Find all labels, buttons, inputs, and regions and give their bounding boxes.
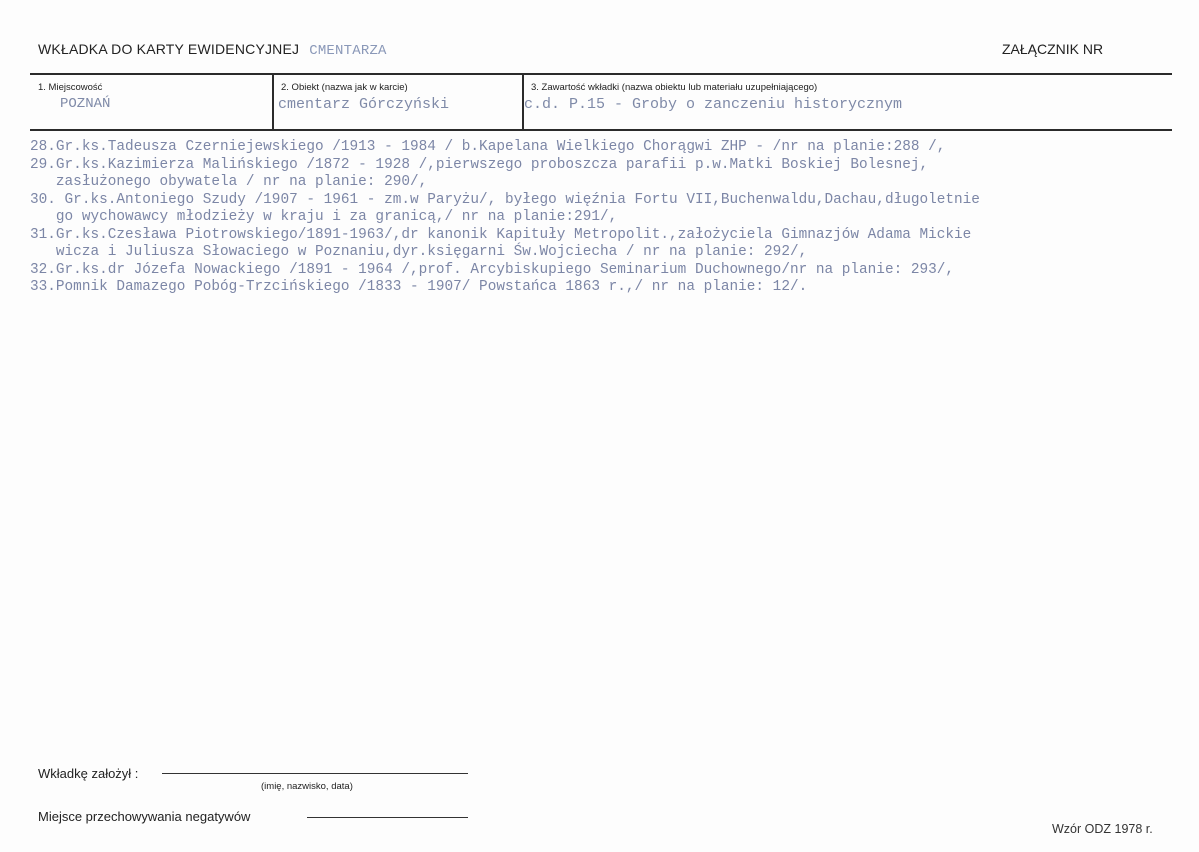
table-bottom-rule [30,129,1172,131]
content-value: c.d. P.15 - Groby o zanczeniu historycznym [524,96,903,113]
storage-label: Miejsce przechowywania negatywów [38,809,251,824]
entry-line: go wychowawcy młodzieży w kraju i za granicą,/ nr na planie:291/, [30,209,618,225]
entry-line: wicza i Juliusza Słowaciego w Poznaniu,dyr.księgarni Św.Wojciecha / nr na planie: 292/, [30,244,808,260]
inserted-by-hint: (imię, nazwisko, data) [261,781,353,792]
entry-line: zasłużonego obywatela / nr na planie: 290/, [30,174,428,190]
entry-line: 32.Gr.ks.dr Józefa Nowackiego /1891 - 1964 /,prof. Arcybiskupiego Seminarium Duchownego/nr na planie: 293/, [30,261,955,278]
entry-line: 33.Pomnik Damazego Pobóg-Trzcińskiego /1833 - 1907/ Powstańca 1863 r.,/ nr na planie: 12/. [30,279,808,295]
inserted-by-line [162,773,468,774]
locality-value: POZNAŃ [60,96,111,112]
storage-line [307,817,468,818]
grave-entries [30,139,1180,297]
card-title [38,41,387,59]
object-value: cmentarz Górczyński [278,96,450,113]
entry-line: 31.Gr.ks.Czesława Piotrowskiego/1891-1963/,dr kanonik Kapituły Metropolit.,założyciela Gimnazjów Adama Mickie [30,226,972,243]
attachment-number-label: ZAŁĄCZNIK NR [1002,41,1104,57]
template-label: Wzór ODZ 1978 r. [1052,822,1153,836]
entry-line: 28.Gr.ks.Tadeusza Czerniejewskiego /1913 - 1984 / b.Kapelana Wielkiego Chorągwi ZHP - /nr na planie:288 /, [30,139,946,155]
card-title-text: WKŁADKA DO KARTY EWIDENCYJNEJ [38,41,300,57]
inserted-by-label: Wkładkę założył : [38,766,139,781]
content-label: 3. Zawartość wkładki (nazwa obiektu lub materiału uzupełniającego) [531,82,818,93]
locality-label: 1. Miejscowość [38,82,103,93]
object-label: 2. Obiekt (nazwa jak w karcie) [281,82,408,93]
entry-line: 30. Gr.ks.Antoniego Szudy /1907 - 1961 - zm.w Paryżu/, byłego więźnia Fortu VII,Buchenwaldu,Dachau,długoletnie [30,191,980,208]
table-top-rule [30,73,1172,75]
column-divider [272,74,274,130]
typed-object-type: CMENTARZA [309,43,387,59]
entry-line: 29.Gr.ks.Kazimierza Malińskiego /1872 - 1928 /,pierwszego proboszcza parafii p.w.Matki Boskiej Bolesnej, [30,156,929,173]
